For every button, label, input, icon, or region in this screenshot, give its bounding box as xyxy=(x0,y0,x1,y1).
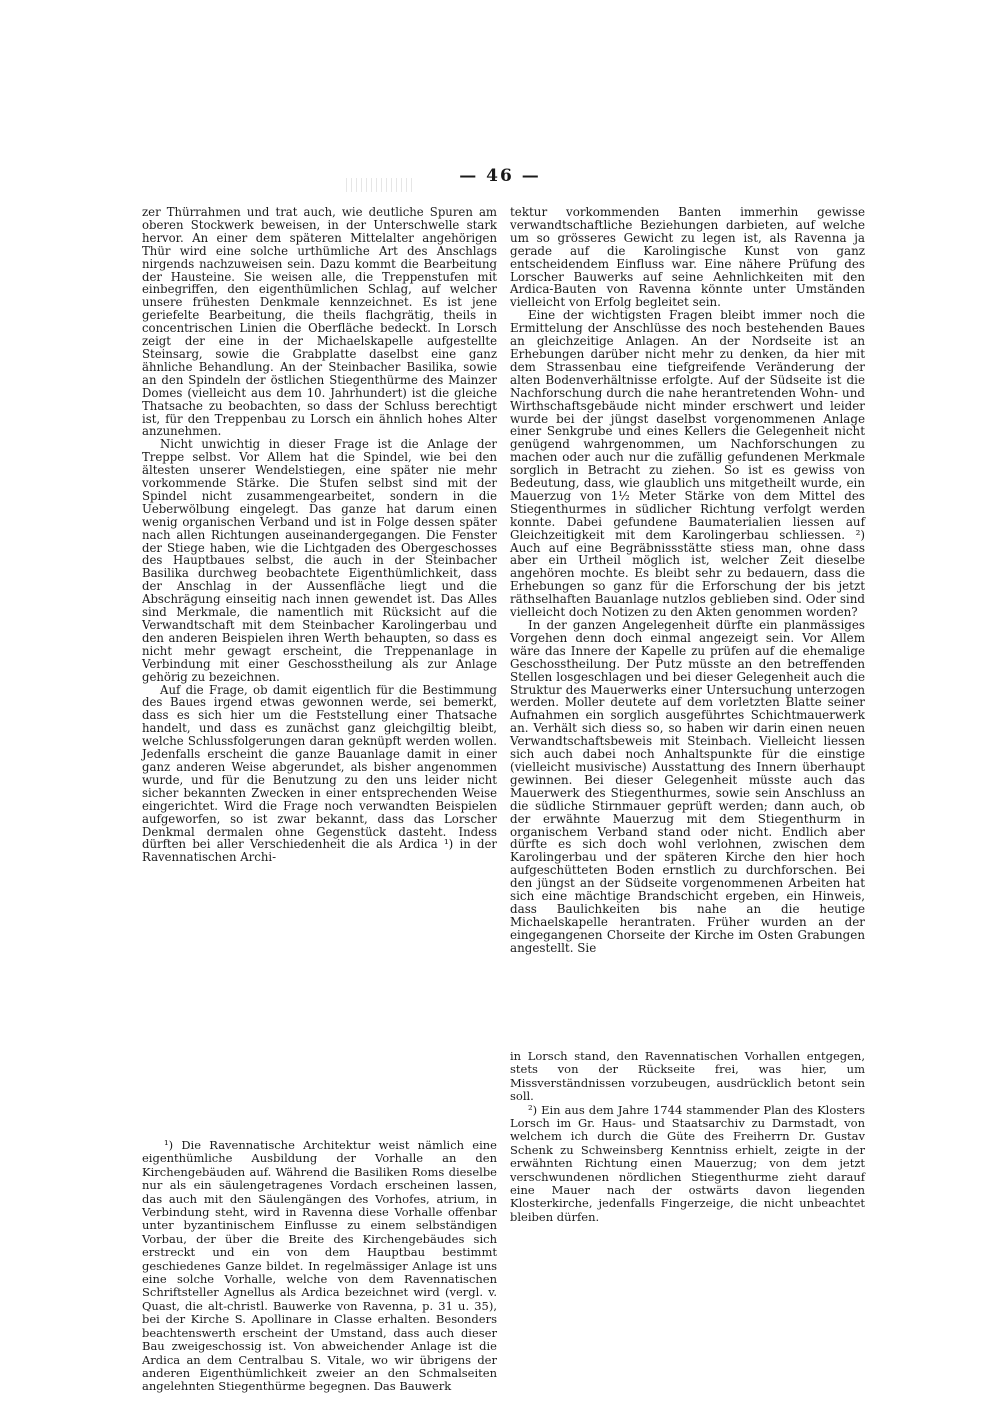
paragraph: tektur vorkommenden Banten immerhin gewisse verwandtschaftliche Beziehungen darbieten, auf welche um so grösseres Gewicht zu legen ist, als Ravenna ja gerade auf die Karolingische Kunst von ganz entscheidendem Einfluss war. Eine nähere Prüfung des Lorscher Bauwerks auf seine Aehnlichkeiten mit den Ardica-Bauten von Ravenna könnte unter Umständen vielleicht von Erfolg begleitet sein. xyxy=(510,205,865,310)
paragraph: Eine der wichtigsten Fragen bleibt immer noch die Ermittelung der Anschlüsse des noch bestehenden Baues an gleichzeitige Anlagen. An der Nordseite ist an Erhebungen darüber nicht mehr zu denken, da hier mit dem Strassenbau eine tiefgreifende Veränderung der alten Bodenverhältnisse erfolgte. Auf der Südseite ist die Nachforschung durch die nahe herantretenden Wohn- und Wirthschaftsgebäude nicht minder erschwert und leider wurde bei der jüngst daselbst vorgenommenen Anlage einer Senkgrube und eines Kellers die Gelegenheit nicht genügend wahrgenommen, um Nachforschungen zu machen oder auch nur die zufällig gefundenen Merkmale sorglich in Betracht zu ziehen. So ist es gewiss von Bedeutung, dass, wie glaublich uns mitgetheilt wurde, ein Mauerzug von 1½ Meter Stärke von dem Mittel des Stiegenthurmes in südlicher Richtung verfolgt werden konnte. Dabei gefundene Baumaterialien liessen auf Gleichzeitigkeit mit dem Karolingerbau schliessen. ²) Auch auf eine Begräbnissstätte stiess man, ohne dass aber ein Urtheil möglich ist, welcher Zeit dieselbe angehören mochte. Es bleibt sehr zu bedauern, dass die Erhebungen so ganz für die Erforschung der bis jetzt räthselhaften Bauanlage nutzlos geblieben sind. Oder sind vielleicht doch Notizen zu den Akten genommen worden? xyxy=(510,308,865,620)
paragraph: Nicht unwichtig in dieser Frage ist die Anlage der Treppe selbst. Vor Allem hat die Spindel, wie bei den ältesten unserer Wendelstiegen, eine später nie mehr vorkommende Stärke. Die Stufen selbst sind mit der Spindel nicht zusammengearbeitet, sondern in die Ueberwölbung eingelegt. Das ganze hat darum einen wenig organischen Verband und ist in Folge dessen später nach allen Richtungen auseinandergegangen. Die Fenster der Stiege haben, wie die Lichtgaden des Obergeschosses des Hauptbaues selbst, die auch in der Steinbacher Basilika durchweg beobachtete Eigenthümlichkeit, dass der Anschlag in der Aussenfläche liegt und die Abschrägung einseitig nach innen gewendet ist. Das Alles sind Merkmale, die namentlich mit Rücksicht auf die Verwandtschaft mit dem Steinbacher Karolingerbau und den anderen Beispielen ihren Werth behaupten, so dass es nicht mehr gewagt erscheint, die Treppenanlage in Verbindung mit einer Geschosstheilung als zur Anlage gehörig zu bezeichnen. xyxy=(142,437,497,684)
paragraph: zer Thürrahmen und trat auch, wie deutliche Spuren am oberen Stockwerk beweisen, in der Unterschwelle stark hervor. An einer dem späteren Mittelalter angehörigen Thür wird eine solche urthümliche Art des Anschlags nirgends nachzuweisen sein. Dazu kommt die Bearbeitung der Hausteine. Sie weisen alle, die Treppenstufen mit einbegriffen, den eigenthümlichen Schlag, auf welcher unsere frühesten Denkmale kennzeichnet. Es ist jene geriefelte Bearbeitung, die theils flachgrätig, theils in concentrischen Linien die Oberfläche bedeckt. In Lorsch zeigt der eine in der Michaelskapelle aufgestellte Steinsarg, sowie die Grabplatte daselbst eine ganz ähnliche Behandlung. An der Steinbacher Basilika, sowie an den Spindeln der östlichen Stiegenthürme des Mainzer Domes (vielleicht aus dem 10. Jahrhundert) ist die gleiche Thatsache zu beobachten, so dass der Schluss berechtigt ist, für den Treppenbau zu Lorsch ein ähnlich hohes Alter anzunehmen. xyxy=(142,205,497,439)
left-column-footnotes xyxy=(142,1139,497,1394)
paragraph: Auf die Frage, ob damit eigentlich für die Bestimmung des Baues irgend etwas gewonnen werde, sei bemerkt, dass es sich hier um die Feststellung einer Thatsache handelt, und dass es zunächst ganz gleichgiltig bleibt, welche Schlussfolgerungen daran geknüpft werden wollen. Jedenfalls erscheint die ganze Bauanlage damit in einer ganz anderen Weise abgerundet, als bisher angenommen wurde, und für die Benutzung zu den uns leider nicht sicher bekannten Zwecken in einer entsprechenden Weise eingerichtet. Wird die Frage noch verwandten Beispielen aufgeworfen, so ist zwar bekannt, dass das Lorscher Denkmal dermalen ohne Gegenstück dasteht. Indess dürften bei aller Verschiedenheit die als Ardica ¹) in der Ravennatischen Archi- xyxy=(142,682,497,865)
right-column-footnotes xyxy=(510,1050,865,1224)
footnote-continuation: in Lorsch stand, den Ravennatischen Vorhallen entgegen, stets von der Rückseite frei, was hier, um Missverständnissen vorzubeugen, ausdrücklich betont sein soll. xyxy=(510,1049,865,1104)
right-column-body xyxy=(510,206,865,955)
footnote: ¹) Die Ravennatische Architektur weist nämlich eine eigenthümliche Ausbildung der Vorhalle an den Kirchengebäuden auf. Während die Basiliken Roms dieselbe nur als ein säulengetragenes Vordach erscheinen lassen, das auch mit den Säulengängen des Vorhofes, atrium, in Verbindung steht, wird in Ravenna diese Vorhalle offenbar unter byzantinischem Einflusse zu einem selbständigen Vorbau, der über die Breite des Kirchengebäudes sich erstreckt und ein von dem Hauptbau bestimmt geschiedenes Ganze bildet. In regelmässiger Anlage ist uns eine solche Vorhalle, welche von dem Ravennatischen Schriftsteller Agnellus als Ardica bezeichnet wird (vergl. v. Quast, die alt-christl. Bauwerke von Ravenna, p. 31 u. 35), bei der Kirche S. Apollinare in Classe erhalten. Besonders beachtenswerth erscheint der Umstand, dass auch dieser Bau zweigeschossig ist. Von abweichender Anlage ist die Ardica an dem Centralbau S. Vitale, wo wir übrigens der anderen Eigenthümlichkeit zweier an den Schmalseiten angelehnten Stiegenthürme begegnen. Das Bauwerk xyxy=(142,1138,497,1394)
paragraph: In der ganzen Angelegenheit dürfte ein planmässiges Vorgehen denn doch einmal angezeigt sein. Vor Allem wäre das Innere der Kapelle zu prüfen auf die ehemalige Geschosstheilung. Der Putz müsste an den betreffenden Stellen losgeschlagen und bei dieser Gelegenheit auch die Struktur des Mauerwerks einer Untersuchung unterzogen werden. Moller deutete auf dem vorletzten Blatte seiner Aufnahmen ein sorglich ausgeführtes Schichtmauerwerk an. Verhält sich diess so, so haben wir darin einen neuen Verwandtschaftsbeweis mit Steinbach. Vielleicht liessen sich auch dabei noch Anhaltspunkte für die einstige (vielleicht musivische) Ausstattung des Innern überhaupt gewinnen. Bei dieser Gelegenheit müsste auch das Mauerwerk des Stiegenthurmes, sowie sein Anschluss an die südliche Stirnmauer geprüft werden; dann auch, ob der erwähnte Mauerzug mit dem Stiegenthurm in organischem Verband stand oder nicht. Endlich aber dürfte es sich doch wohl verlohnen, zwischen dem Karolingerbau und der späteren Kirche den hier hoch aufgeschütteten Boden ernstlich zu durchforschen. Bei den jüngst an der Südseite vorgenommenen Arbeiten hat sich eine mächtige Brandschicht ergeben, ein Hinweis, dass Baulichkeiten bis nahe an die heutige Michaelskapelle herantraten. Früher wurden an der eingegangenen Chorseite der Kirche im Osten Grabungen angestellt. Sie xyxy=(510,618,865,955)
page-number: — 46 — xyxy=(459,166,541,186)
footnote: ²) Ein aus dem Jahre 1744 stammender Plan des Klosters Lorsch im Gr. Haus- und Staatsarchiv zu Darmstadt, von welchem ich durch die Güte des Freiherrn Dr. Gustav Schenk zu Schweinsberg Kenntniss erhielt, zeigte in der erwähnten Richtung einen Mauerzug; von dem jetzt verschwundenen nördlichen Stiegenthurme zieht darauf eine Mauer nach der ostwärts davon liegenden Klosterkirche, jedenfalls Fingerzeige, die nicht unbeachtet bleiben dürfen. xyxy=(510,1102,865,1224)
right-column xyxy=(510,205,865,1224)
left-column-body xyxy=(142,206,497,864)
left-column xyxy=(142,205,497,1394)
